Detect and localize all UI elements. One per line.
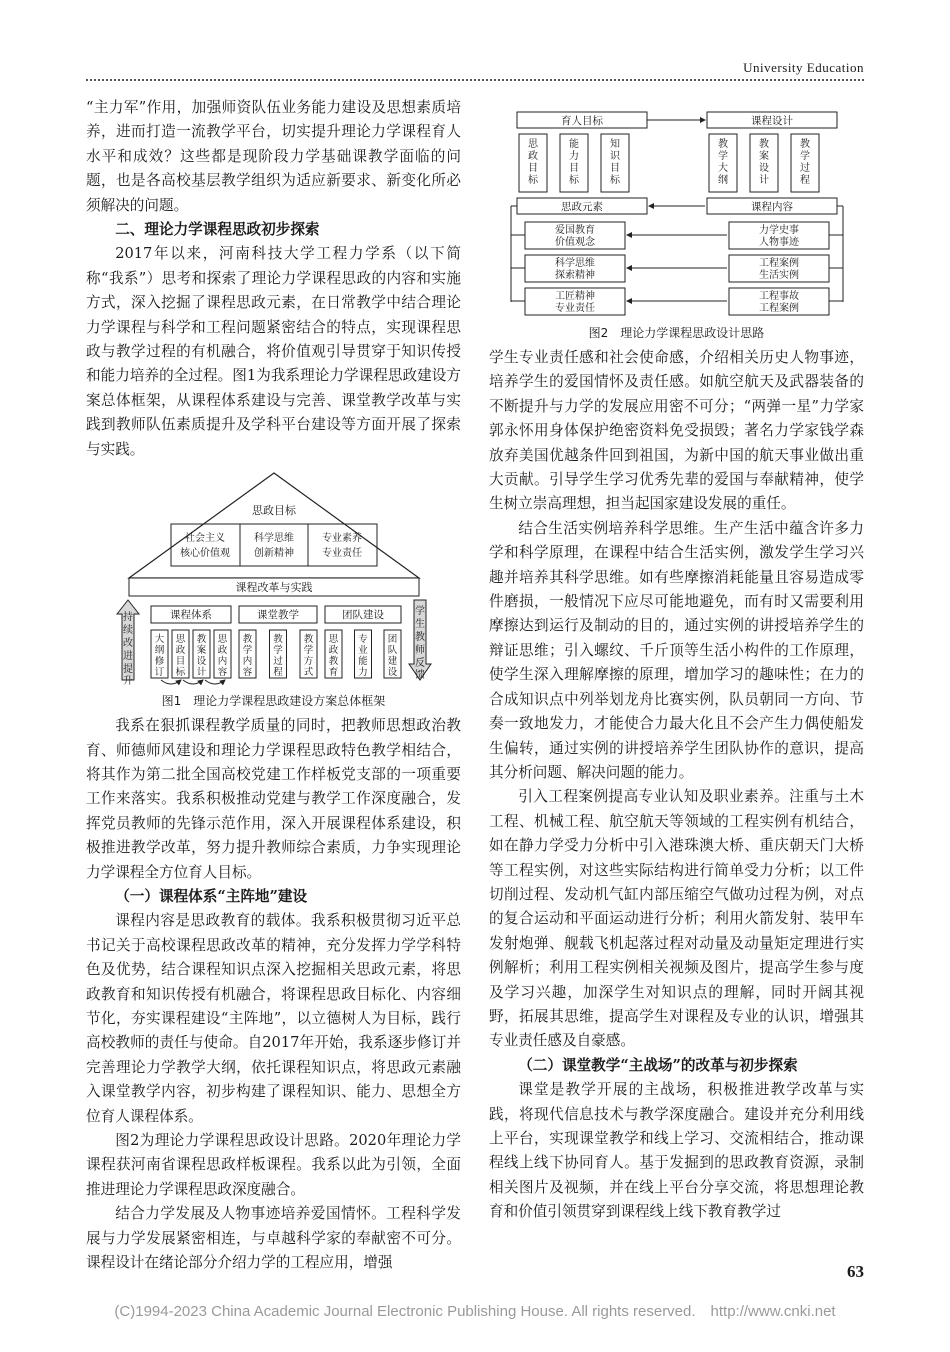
fig1-item-0-2: 教案设计 [196, 634, 206, 679]
fig2-right-col-2: 教学过程 [799, 139, 810, 186]
figure-2 [489, 110, 864, 342]
left-pillar-ch-5: 升 [122, 676, 133, 688]
right-pillar-ch-2: 教 [414, 632, 425, 644]
header-rule [86, 79, 864, 81]
goal-2-line1: 科学思维 [253, 533, 294, 545]
paragraph: 结合力学发展及人物事迹培养爱国情怀。工程科学发展与力学发展紧密相连，与卓越科学家的奉献密不可分。课程设计在绪论部分介绍力学的工程应用，增强 [86, 1205, 461, 1272]
right-pillar-ch-1: 生 [414, 619, 425, 631]
paragraph: “主力军”作用，加强师资队伍业务能力建设及思想素质培养，进而打造一流教学平台，切实提升理论力学课程育人水平和成效？这些都是现阶段力学基础课教学面临的问题，也是各高校基层教学组织为适应新要求、新变化所必须解决的问题。 [86, 99, 461, 214]
fig2-pair-0-left-l2: 价值观念 [554, 237, 595, 248]
fig2-pair-0-left-l1: 爱国教育 [554, 225, 595, 236]
paragraph: 图2为理论力学课程思政设计思路。2020年理论力学课程获河南省课程思政样板课程。我系以此为引领，全面推进理论力学课程思政深度融合。 [86, 1132, 461, 1198]
fig2-mid-right: 课程内容 [750, 201, 793, 213]
paragraph: 结合生活实例培养科学思维。生产生活中蕴含许多力学和科学原理，在课程中结合生活实例，激发学生学习兴趣并培养其科学思维。如有些摩擦消耗能量且容易造成零件磨损，一般情况下应尽可能地避免，而有时又需要利用摩擦达到运行及制动的目的，通过实例的讲授培养学生的辩证思维；引入螺纹、千斤顶等生活小构件的工作原理，使学生深入理解摩擦的原理，增加学习的趣味性；在力的合成知识点中列举划龙舟比赛实例，队员朝同一方向、节奏一致地发力，才能使合力最大化且不会产生力偶使船发生偏转，通过实例的讲授培养学生团队协作的意识，提高其分析问题、解决问题的能力。 [489, 519, 864, 781]
goal-3-line2: 专业责任 [321, 548, 362, 560]
fig2-pair-1-right-l1: 工程案例 [758, 258, 799, 269]
paragraph: 课堂是教学开展的主战场，积极推进教学改革与实践，将现代信息技术与教学深度融合。建设并充分利用线上平台，实现课堂教学和线上学习、交流相结合，推动课程线上线下协同育人。基于发掘到的思政教育资源，录制相关图片及视频，并在线上平台分享交流，将思想理论教育和价值引领贯穿到课程线上线下教育教学过 [489, 1081, 864, 1221]
figure-1 [86, 468, 461, 710]
left-column [86, 96, 461, 1275]
group-3-label: 团队建设 [341, 609, 384, 622]
figure-1-diagram [109, 468, 439, 690]
fig1-item-1-2: 教学方式 [303, 634, 313, 679]
figure-1-caption: 图1 理论力学课程思政建设方案总体框架 [161, 694, 386, 709]
paragraph: 我系在狠抓课程教学质量的同时，把教师思想政治教育、师德师风建设和理论力学课程思政特色教学相结合，将其作为第二批全国高校党建工作样板党支部的一项重要工作来落实。我系积极推动党建与教学工作深度融合，发挥党员教师的先锋示范作用，深入开展课程体系建设，积极推进教学改革，努力提升教师综合素质，力争实现理论力学课程全方位育人目标。 [86, 717, 461, 881]
paragraph: 学生专业责任感和社会使命感，介绍相关历史人物事迹，培养学生的爱国情怀及责任感。如航空航天及武器装备的不断提升与力学的发展应用密不可分；“两弹一星”力学家郭永怀用身体保护绝密资料免受损毁；著名力学家钱学森放弃美国优越条件回到祖国，为新中国的航天事业做出重大贡献。引导学生学习优秀先辈的爱国与奉献精神，使学生树立崇高理想，担当起国家建设发展的重任。 [489, 349, 864, 513]
left-pillar-ch-4: 提 [122, 664, 133, 676]
left-pillar-ch-2: 改 [122, 638, 133, 650]
fig2-pair-2-left-l1: 工匠精神 [554, 291, 595, 302]
goal-3-line1: 专业素养 [321, 533, 362, 545]
fig2-pair-0-right-l2: 人物事迹 [758, 237, 799, 248]
fig2-mid-left: 思政元素 [560, 201, 603, 213]
section-heading: 二、理论力学课程思政初步探索 [115, 221, 320, 239]
fig1-item-2-1: 专业能力 [357, 634, 368, 679]
roof-shape [129, 473, 419, 578]
group-1-label: 课程体系 [169, 609, 212, 622]
fig1-item-1-0: 教学内容 [242, 634, 252, 679]
figure-2-caption: 图2 理论力学课程思政设计思路 [588, 326, 765, 340]
fig2-pair-2-left-l2: 专业责任 [554, 303, 595, 314]
paragraph: 引入工程案例提高专业认知及职业素养。注重与土木工程、机械工程、航空航天等领域的工程实例有机结合，如在静力学受力分析中引入港珠澳大桥、重庆朝天门大桥等工程实例，对这些实际结构进行简单受力分析；以工件切削过程、发动机气缸内部压缩空气做功过程为例，对点的复合运动和平面运动进行分析；利用火箭发射、装甲车发射炮弹、舰载飞机起落过程对动量及动量矩定理进行实例解析；利用工程实例相关视频及图片，提高学生参与度及学习兴趣，加深学生对知识点的理解，同时开阔其视野，拓展其思维，提高学生对课程及专业的认识，增强其专业责任感及自豪感。 [489, 788, 864, 1050]
fig2-left-col-0: 思政目标 [527, 139, 538, 186]
right-pillar-ch-4: 反 [414, 658, 425, 670]
paragraph: 2017年以来，河南科技大学工程力学系（以下简称“我系”）思考和探索了理论力学课程思政的内容和实施方式，深入挖掘了课程思政元素，在日常教学中结合理论力学课程与科学和工程问题紧密结合的特点，实现课程思政与教学过程的有机融合，将价值观引导贯穿于知识传授和能力培养的全过程。图1为我系理论力学课程思政建设方案总体框架，从课程体系建设与完善、课堂教学改革与实践到教师队伍素质提升及学科平台建设等方面开展了探索与实践。 [86, 245, 461, 458]
journal-name: University Education [743, 60, 864, 75]
goal-2-line2: 创新精神 [253, 548, 294, 560]
right-column [489, 110, 864, 1225]
figure-2-pairs [511, 222, 843, 315]
page-number: 63 [847, 1262, 864, 1281]
fig2-pair-2-right-l2: 工程案例 [758, 303, 799, 314]
fig1-item-0-3: 思政内容 [217, 634, 227, 679]
fig2-pair-1-left-l2: 探索精神 [554, 270, 595, 281]
fig2-left-col-2: 知识目标 [609, 139, 620, 186]
roof-title: 思政目标 [251, 504, 296, 518]
group-2-label: 课堂教学 [256, 609, 299, 622]
goal-1-line1: 社会主义 [184, 533, 225, 545]
fig1-item-1-1: 教学过程 [272, 634, 283, 679]
fig2-pair-1-left-l1: 科学思维 [554, 258, 595, 269]
fig2-right-col-1: 教案设计 [758, 139, 769, 186]
fig2-top-right: 课程设计 [750, 115, 793, 127]
fig1-item-0-1: 思政目标 [175, 634, 185, 679]
fig2-pair-2-right-l1: 工程事故 [758, 291, 799, 302]
figure-2-columns [519, 134, 819, 192]
fig2-left-col-1: 能力目标 [568, 139, 579, 186]
left-pillar-ch-3: 进 [122, 651, 133, 663]
right-pillar-ch-3: 师 [414, 645, 425, 657]
fig2-right-col-0: 教学大纲 [717, 139, 728, 186]
subsection-heading: （一）课程体系“主阵地”建设 [115, 887, 308, 905]
paragraph: 课程内容是思政教育的载体。我系积极贯彻习近平总书记关于高校课程思政改革的精神，充分发挥力学学科特色及优势，结合课程知识点深入挖掘相关思政元素，将思政教育和知识传授有机融合，将课程思政目标化、内容细节化，夯实课程建设“主阵地”，以立德树人为目标，践行高校教师的责任与使命。自2017年开始，我系逐步修订并完善理论力学教学大纲，依托课程知识点，将思政元素融入课堂教学内容，初步构建了课程知识、能力、思想全方位育人课程体系。 [86, 912, 461, 1125]
right-pillar-ch-0: 学 [414, 606, 425, 618]
fig1-item-2-2: 团队建设 [387, 634, 397, 679]
banner-label: 课程改革与实践 [235, 581, 312, 595]
goal-1-line2: 核心价值观 [179, 548, 230, 560]
figure-2-diagram [507, 110, 847, 322]
left-pillar-ch-0: 持 [122, 612, 133, 624]
fig2-pair-0-right-l1: 力学史事 [758, 225, 799, 236]
left-pillar-ch-1: 续 [122, 625, 133, 637]
fig1-item-0-0: 大纲修订 [154, 634, 164, 679]
figure-1-items [151, 630, 401, 678]
right-pillar-ch-5: 馈 [414, 670, 425, 682]
fig2-pair-1-right-l2: 生活实例 [758, 270, 799, 281]
subsection-heading: （二）课堂教学“主战场”的改革与初步探索 [518, 1056, 798, 1074]
fig2-top-left: 育人目标 [560, 115, 603, 127]
copyright-footer: (C)1994-2023 China Academic Journal Electronic Publishing House. All rights reserved. http://www.cnki.net [114, 1303, 836, 1320]
fig1-item-2-0: 思政教育 [328, 634, 338, 679]
